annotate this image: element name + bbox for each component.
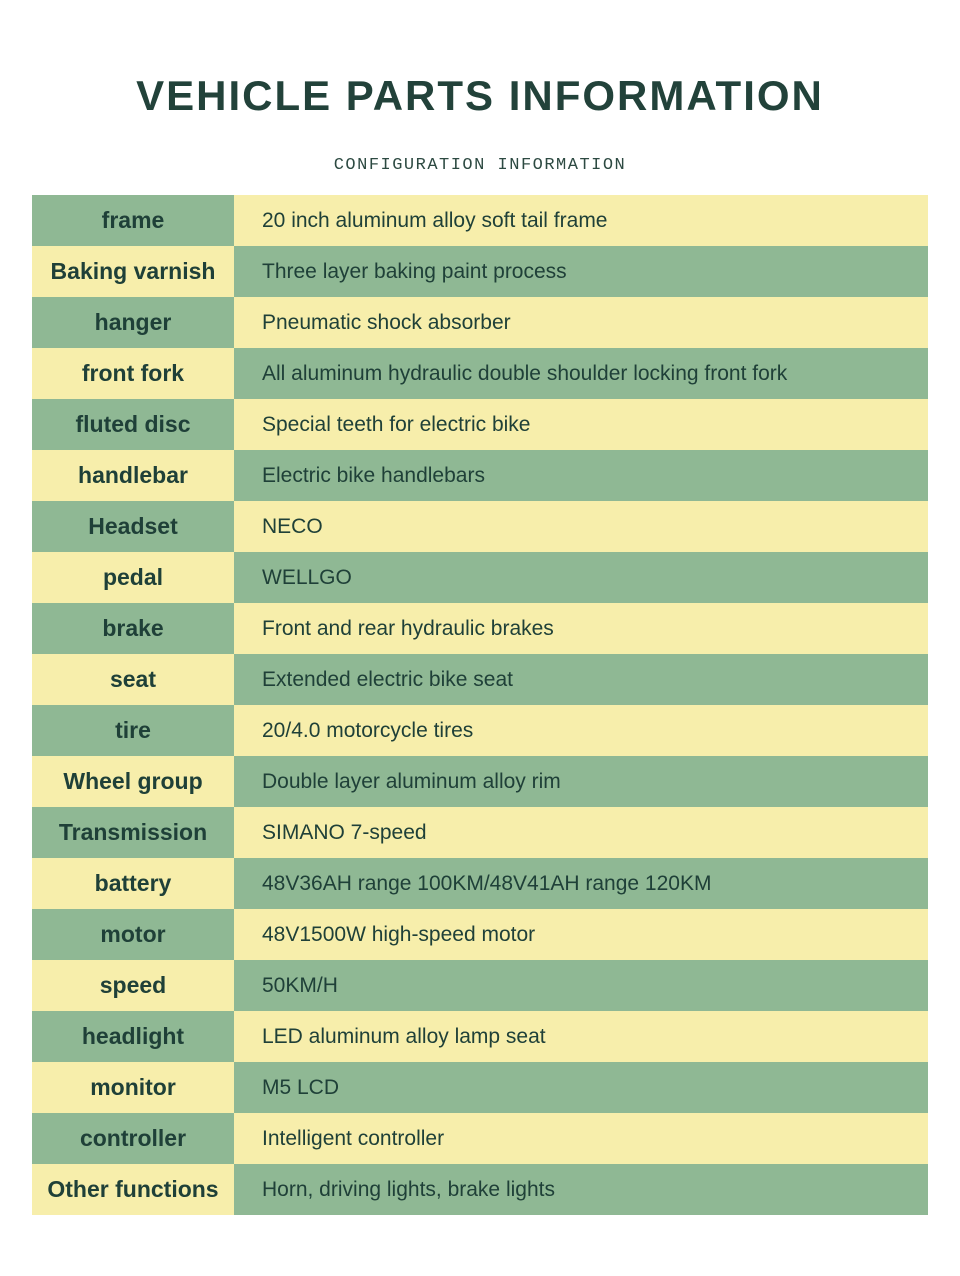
spec-value: LED aluminum alloy lamp seat [234, 1011, 928, 1062]
spec-value: Electric bike handlebars [234, 450, 928, 501]
spec-value: 48V36AH range 100KM/48V41AH range 120KM [234, 858, 928, 909]
table-row [32, 1011, 928, 1062]
specifications-table-body [32, 195, 928, 1215]
table-row [32, 1164, 928, 1215]
table-row [32, 297, 928, 348]
spec-label: tire [32, 705, 234, 756]
spec-label: motor [32, 909, 234, 960]
table-row [32, 654, 928, 705]
table-row [32, 399, 928, 450]
table-row [32, 501, 928, 552]
spec-value: Extended electric bike seat [234, 654, 928, 705]
spec-label: hanger [32, 297, 234, 348]
spec-label: speed [32, 960, 234, 1011]
table-row [32, 909, 928, 960]
spec-label: Baking varnish [32, 246, 234, 297]
spec-value: NECO [234, 501, 928, 552]
table-row [32, 1113, 928, 1164]
spec-value: WELLGO [234, 552, 928, 603]
page-title: VEHICLE PARTS INFORMATION [136, 72, 824, 119]
spec-label: headlight [32, 1011, 234, 1062]
spec-value: M5 LCD [234, 1062, 928, 1113]
spec-label: fluted disc [32, 399, 234, 450]
table-row [32, 858, 928, 909]
spec-label: Wheel group [32, 756, 234, 807]
spec-label: front fork [32, 348, 234, 399]
spec-value: SIMANO 7-speed [234, 807, 928, 858]
spec-label: Headset [32, 501, 234, 552]
spec-label: controller [32, 1113, 234, 1164]
spec-value: Horn, driving lights, brake lights [234, 1164, 928, 1215]
table-row [32, 1062, 928, 1113]
table-row [32, 552, 928, 603]
spec-value: Three layer baking paint process [234, 246, 928, 297]
table-row [32, 756, 928, 807]
table-row [32, 246, 928, 297]
spec-label: Transmission [32, 807, 234, 858]
table-row [32, 195, 928, 246]
spec-value: All aluminum hydraulic double shoulder locking front fork [234, 348, 928, 399]
table-row [32, 348, 928, 399]
table-row [32, 603, 928, 654]
spec-value: 50KM/H [234, 960, 928, 1011]
spec-value: Front and rear hydraulic brakes [234, 603, 928, 654]
spec-value: Pneumatic shock absorber [234, 297, 928, 348]
spec-label: handlebar [32, 450, 234, 501]
spec-label: brake [32, 603, 234, 654]
spec-label: frame [32, 195, 234, 246]
spec-label: seat [32, 654, 234, 705]
table-row [32, 705, 928, 756]
spec-value: 20/4.0 motorcycle tires [234, 705, 928, 756]
specifications-table [32, 195, 928, 1215]
page-subtitle: CONFIGURATION INFORMATION [333, 156, 627, 175]
spec-value: Intelligent controller [234, 1113, 928, 1164]
spec-value: 48V1500W high-speed motor [234, 909, 928, 960]
table-row [32, 450, 928, 501]
table-row [32, 807, 928, 858]
spec-label: monitor [32, 1062, 234, 1113]
spec-value: Double layer aluminum alloy rim [234, 756, 928, 807]
spec-value: Special teeth for electric bike [234, 399, 928, 450]
spec-label: battery [32, 858, 234, 909]
table-row [32, 960, 928, 1011]
spec-value: 20 inch aluminum alloy soft tail frame [234, 195, 928, 246]
spec-label: pedal [32, 552, 234, 603]
spec-label: Other functions [32, 1164, 234, 1215]
